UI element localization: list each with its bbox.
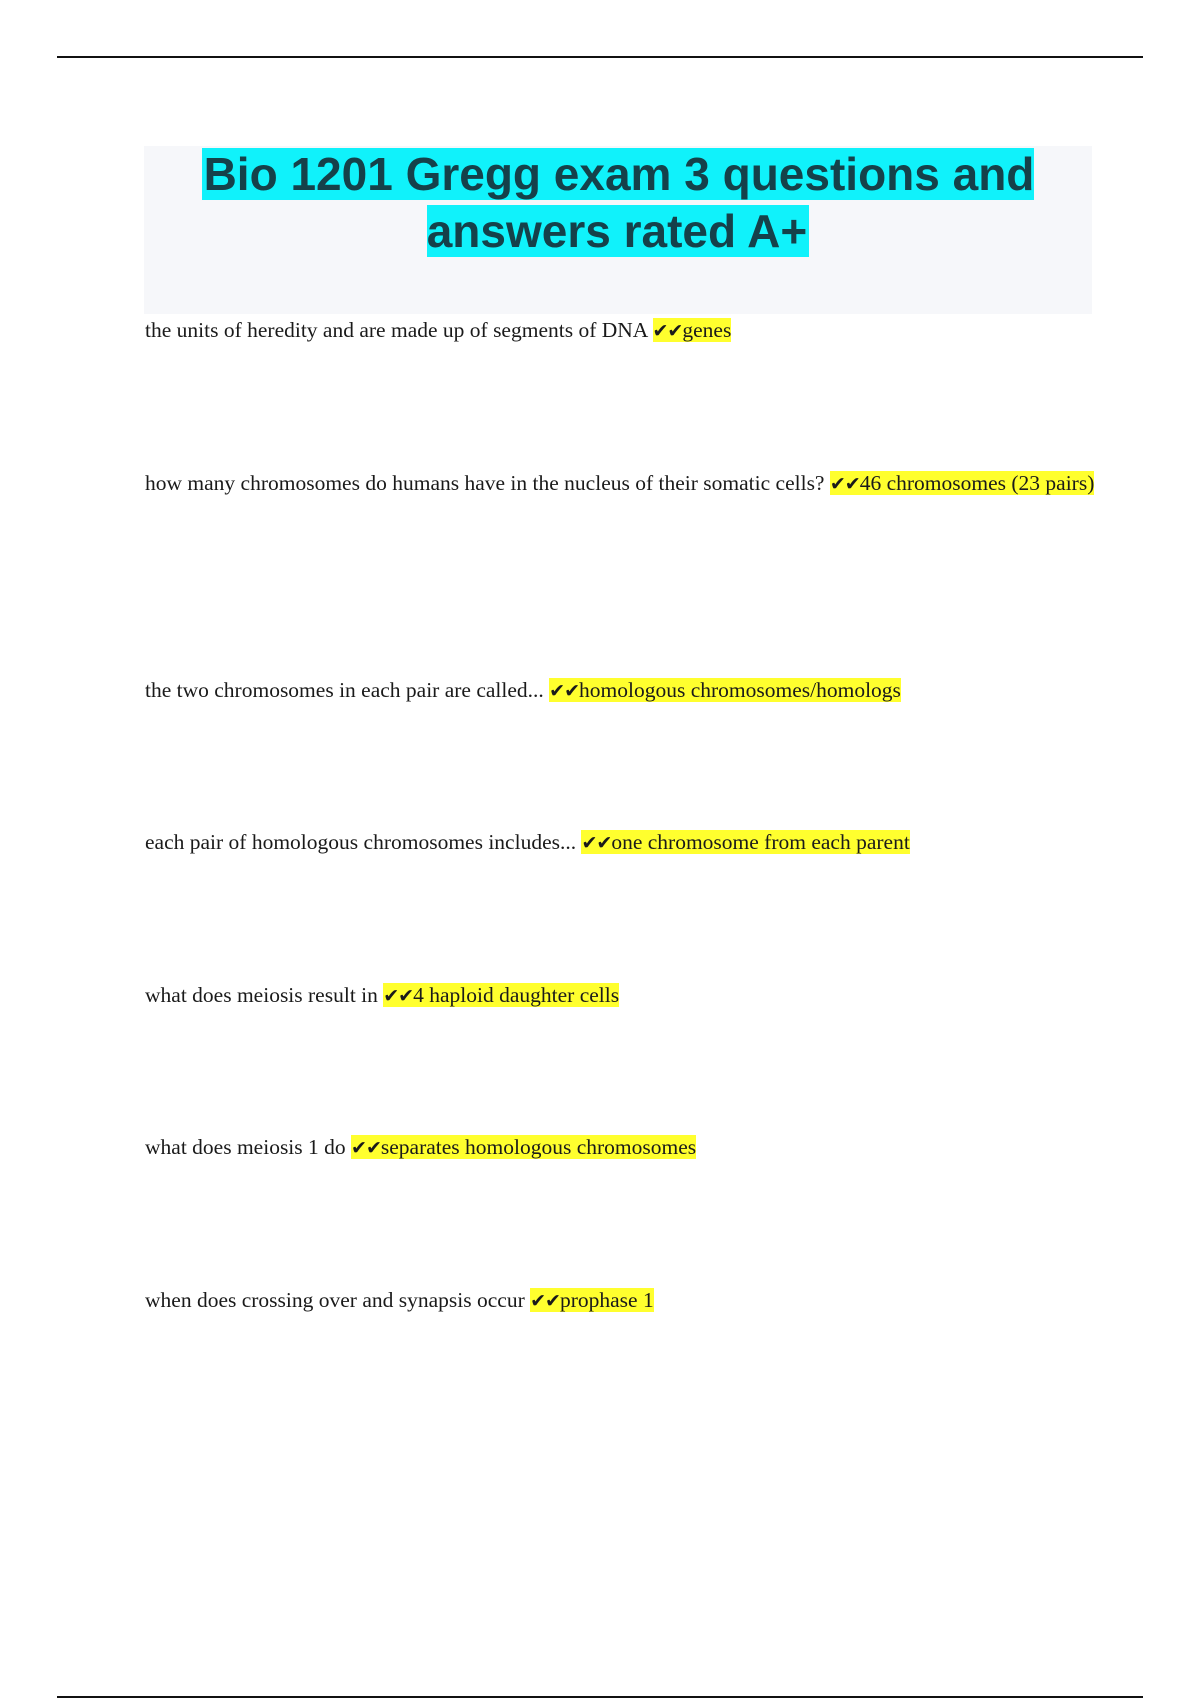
answer-highlight — [549, 678, 901, 702]
answer-text: one chromosome from each parent — [611, 830, 910, 854]
double-check-icon: ✔✔ — [530, 1290, 560, 1312]
answer-text: 46 chromosomes (23 pairs) — [859, 471, 1095, 495]
question-text: each pair of homologous chromosomes includes... — [145, 830, 577, 854]
qa-item — [145, 1270, 1105, 1331]
title-highlight: Bio 1201 Gregg exam 3 questions and answers rated A+ — [203, 148, 1035, 257]
answer-highlight — [830, 471, 1095, 495]
qa-item — [145, 1117, 1105, 1178]
answer-text: prophase 1 — [559, 1288, 654, 1312]
page-top-rule — [57, 56, 1143, 58]
answer-text: separates homologous chromosomes — [380, 1135, 697, 1159]
answer-text: 4 haploid daughter cells — [413, 983, 620, 1007]
page-bottom-rule — [57, 1696, 1143, 1698]
question-text: what does meiosis 1 do — [145, 1135, 346, 1159]
answer-highlight — [351, 1135, 696, 1159]
qa-item — [145, 660, 1105, 721]
answer-highlight — [383, 983, 619, 1007]
qa-item — [145, 812, 1105, 873]
question-text: when does crossing over and synapsis occur — [145, 1288, 525, 1312]
question-text: the units of heredity and are made up of segments of DNA — [145, 318, 648, 342]
document-title — [144, 146, 1092, 260]
double-check-icon: ✔✔ — [581, 832, 612, 854]
question-text: what does meiosis result in — [145, 983, 378, 1007]
question-text: the two chromosomes in each pair are called... — [145, 678, 544, 702]
double-check-icon: ✔✔ — [652, 320, 683, 342]
question-text: how many chromosomes do humans have in the nucleus of their somatic cells? — [145, 471, 825, 495]
answer-text: homologous chromosomes/homologs — [579, 678, 901, 702]
answer-highlight — [530, 1288, 654, 1312]
answer-highlight — [653, 318, 732, 342]
double-check-icon: ✔✔ — [549, 680, 580, 702]
qa-item — [145, 965, 1105, 1026]
qa-item — [145, 453, 1105, 514]
qa-item — [145, 300, 1105, 361]
double-check-icon: ✔✔ — [829, 473, 860, 495]
double-check-icon: ✔✔ — [351, 1137, 381, 1159]
double-check-icon: ✔✔ — [383, 985, 414, 1007]
answer-text: genes — [682, 318, 732, 342]
answer-highlight — [581, 830, 909, 854]
